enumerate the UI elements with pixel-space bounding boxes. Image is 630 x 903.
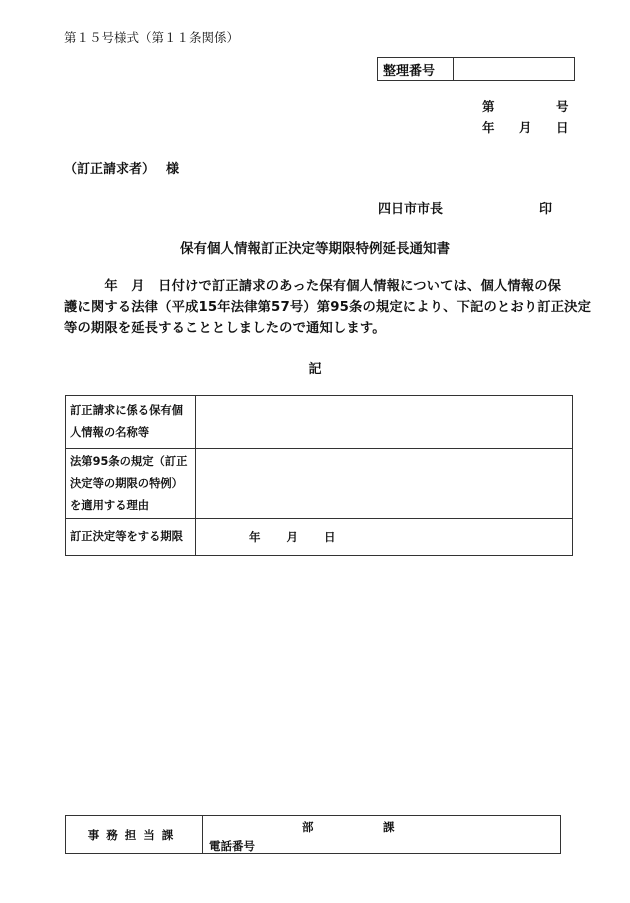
row-label-deadline: 訂正決定等をする期限 bbox=[66, 519, 196, 556]
table-row bbox=[66, 816, 561, 854]
section-label: 課 bbox=[383, 820, 395, 834]
table-row bbox=[66, 396, 573, 449]
date-month: 月 bbox=[519, 120, 532, 135]
deadline-month: 月 bbox=[286, 530, 299, 544]
form-number: 第１５号様式（第１１条関係） bbox=[64, 30, 240, 45]
department-label: 部 bbox=[302, 820, 314, 834]
deadline-year: 年 bbox=[249, 530, 261, 544]
doc-number-suffix: 号 bbox=[556, 99, 569, 114]
document-title: 保有個人情報訂正決定等期限特例延長通知書 bbox=[180, 241, 450, 257]
body-line: 年 月 日付けで訂正請求のあった保有個人情報については、個人情報の保 bbox=[64, 279, 562, 294]
deadline-field[interactable] bbox=[196, 519, 573, 556]
table-row bbox=[66, 449, 573, 519]
reference-number-label: 整理番号 bbox=[378, 58, 454, 80]
office-details bbox=[203, 816, 561, 854]
deadline-day: 日 bbox=[324, 530, 336, 544]
doc-number-prefix: 第 bbox=[482, 99, 495, 114]
office-label: 事務担当課 bbox=[66, 816, 203, 854]
row-label-record-name: 訂正請求に係る保有個 人情報の名称等 bbox=[66, 396, 196, 449]
row-label-reason: 法第95条の規定（訂正 決定等の期限の特例） を適用する理由 bbox=[66, 449, 196, 519]
office-table bbox=[65, 815, 561, 854]
record-name-field[interactable] bbox=[196, 396, 573, 449]
sender-name: 四日市市長 bbox=[378, 202, 444, 217]
table-row bbox=[66, 519, 573, 556]
ki-heading: 記 bbox=[308, 362, 322, 377]
body-line: 等の期限を延長することとしましたので通知します。 bbox=[64, 321, 386, 336]
notice-body bbox=[64, 276, 592, 339]
details-table bbox=[65, 395, 573, 556]
addressee: （訂正請求者） 様 bbox=[64, 162, 180, 177]
reference-number-field[interactable] bbox=[454, 58, 574, 80]
seal-mark: 印 bbox=[539, 202, 553, 217]
date-day: 日 bbox=[556, 120, 569, 135]
reason-field[interactable] bbox=[196, 449, 573, 519]
phone-label: 電話番号 bbox=[209, 839, 255, 853]
body-line: 護に関する法律（平成15年法律第57号）第95条の規定により、下記のとおり訂正決定 bbox=[64, 300, 592, 315]
reference-number-box bbox=[377, 57, 575, 81]
date-year: 年 bbox=[482, 120, 495, 135]
